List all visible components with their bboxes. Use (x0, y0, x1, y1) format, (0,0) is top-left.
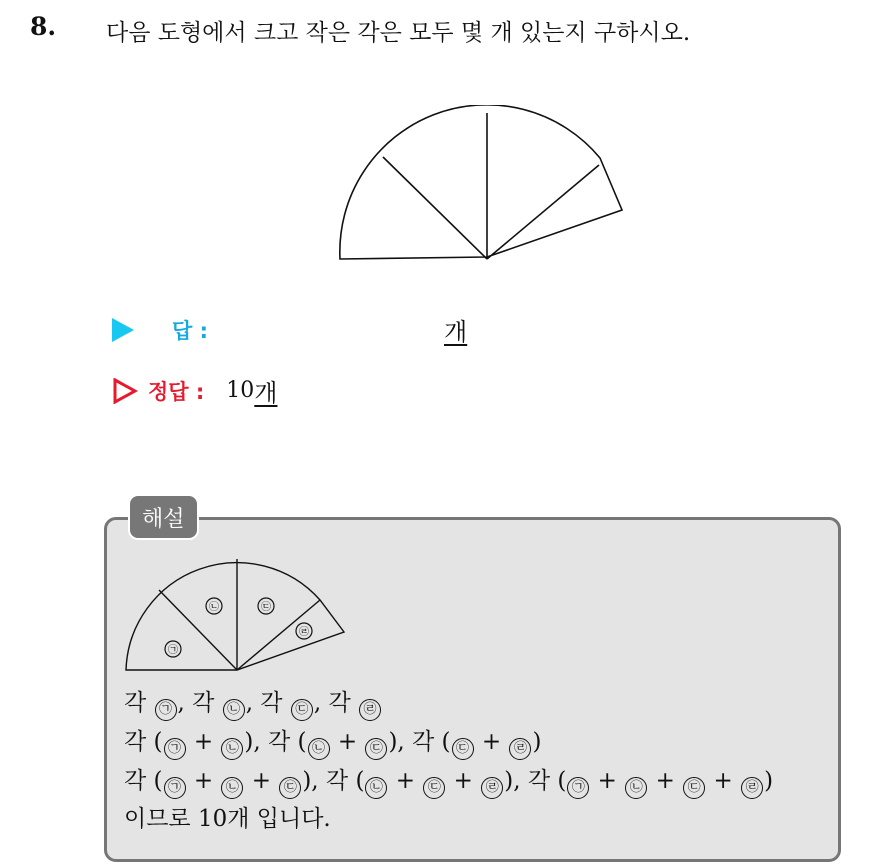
answer-row (112, 312, 467, 347)
sector-figure (330, 105, 630, 265)
solution-line-2: 각 ( ㉠ + ㉡ ), 각 ( ㉡ + ㉢ ), 각 ( ㉢ + ㉣ ) (124, 723, 541, 760)
question-text: 다음 도형에서 크고 작은 각은 모두 몇 개 있는지 구하시오. (106, 20, 691, 46)
region-label (165, 641, 181, 657)
solution-line-4: 이므로 10개 입니다. (124, 806, 331, 832)
svg-text:㉡: ㉡ (209, 602, 219, 613)
sector-ray (383, 157, 487, 259)
correct-label: 정답 : (148, 379, 205, 404)
svg-text:㉣: ㉣ (299, 627, 309, 638)
correct-value: 10 (226, 378, 255, 403)
solution-sector-outline (126, 563, 344, 670)
correct-unit: 개 (254, 379, 278, 407)
answer-label: 답 : (172, 318, 208, 343)
solution-tag: 해설 (128, 494, 199, 540)
answer-unit: 개 (444, 318, 468, 346)
solution-ray (159, 590, 237, 670)
region-label (206, 598, 222, 614)
correct-row (112, 373, 277, 408)
region-label (258, 598, 274, 614)
solution-line-3: 각 ( ㉠ + ㉡ + ㉢ ), 각 ( ㉡ + ㉢ + ㉣ ), 각 ( ㉠ + ㉡ + ㉢ + ㉣ ) (124, 762, 773, 799)
question-number: 8. (30, 12, 57, 41)
solution-figure (120, 553, 350, 675)
play-arrow-icon (112, 318, 134, 342)
solution-line-1: 각 ㉠ , 각 ㉡ , 각 ㉢ , 각 ㉣ (124, 684, 382, 721)
svg-text:㉢: ㉢ (261, 602, 271, 613)
region-label (296, 623, 312, 639)
svg-text:㉠: ㉠ (168, 645, 178, 656)
outline-arrow-icon (112, 378, 138, 404)
sector-ray (487, 165, 599, 259)
